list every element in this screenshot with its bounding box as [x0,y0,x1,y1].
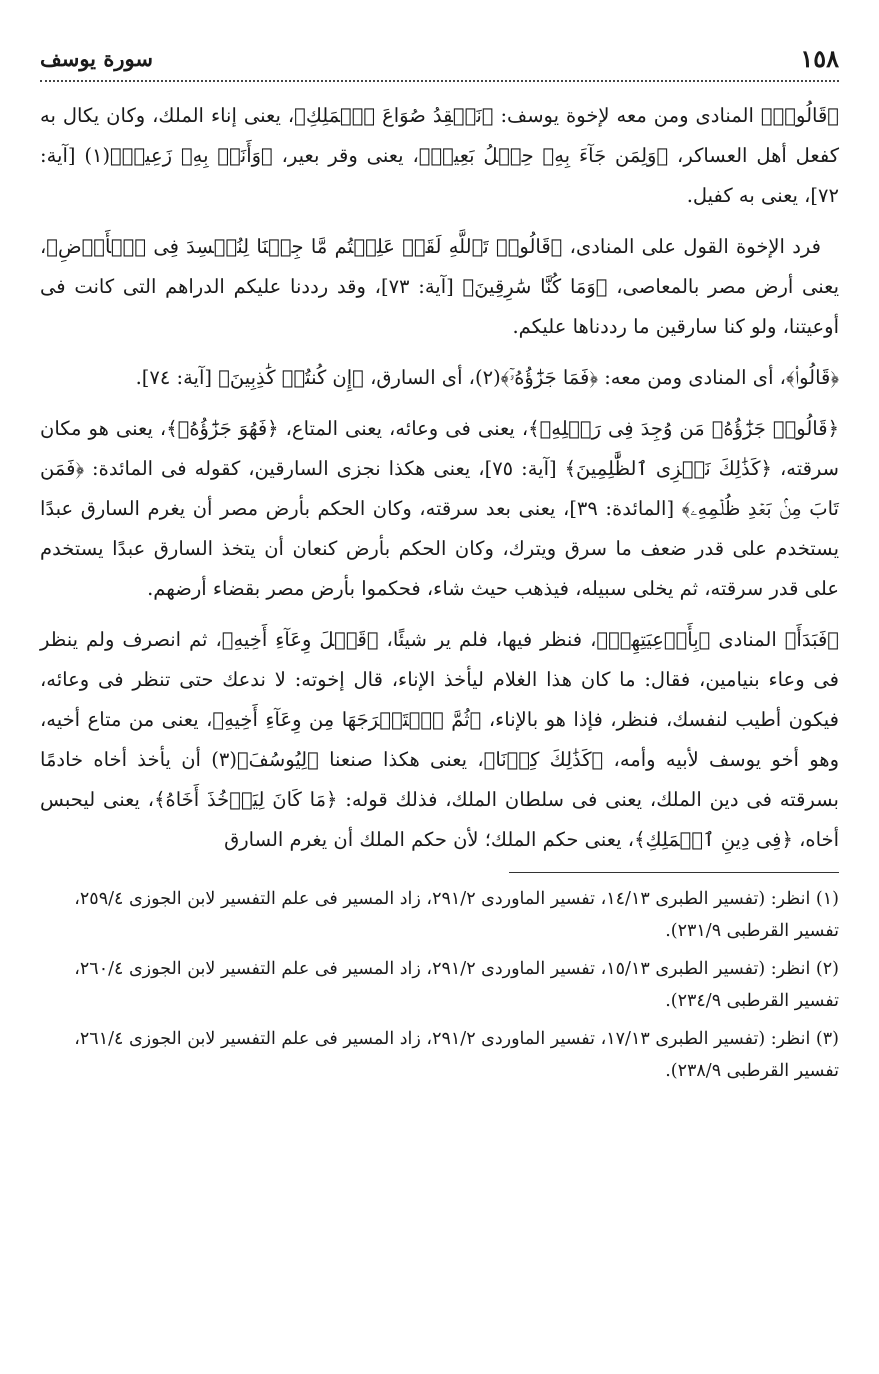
main-text [40,96,839,860]
paragraph: ﴿قَالُوا۟﴾، أى المنادى ومن معه: ﴿فَمَا جَزَٰٓؤُهُۥٓ﴾(٢)، أى السارق، ﴿إِن كُنتُمۡ كَٰذِبِينَ﴾ [آية: ٧٤]. [135,366,839,389]
paragraph: ﴿فَبَدَأَ﴾ المنادى ﴿بِأَوۡعِيَتِهِمۡ﴾، فنظر فيها، فلم ير شيئًا، ﴿قَبۡلَ وِعَآءِ أَخِيهِ﴾، ثم انصرف ولم ينظر فى وعاء بنيامين، فقال: ما كان هذا الغلام ليأخذ الإناء، قال إخوته: لا ندعك حتى تنظر فى وعائه، فيكون أطيب لنفسك، فنظر، فإذا هو بالإناء، ﴿ثُمَّ ٱسۡتَخۡرَجَهَا مِن وِعَآءِ أَخِيهِ﴾، يعنى من متاع أخيه، وهو أخو يوسف لأبيه وأمه، ﴿كَذَٰلِكَ كِدۡنَا﴾، يعنى هكذا صنعنا ﴿لِيُوسُفَ﴾(٣) أن يأخذ أخاه خادمًا بسرقته فى دين الملك، يعنى فى سلطان الملك، فذلك قوله: ﴿مَا كَانَ لِيَأۡخُذَ أَخَاهُ﴾، يعنى ليحبس أخاه، ﴿فِى دِينِ ٱلۡمَلِكِ﴾، يعنى حكم الملك؛ لأن حكم الملك أن يغرم السارق [40,628,839,851]
page-header [40,36,839,82]
paragraph: ﴿قَالُوا۟﴾ المنادى ومن معه لإخوة يوسف: ﴿نَفۡقِدُ صُوَاعَ ٱلۡمَلِكِ﴾، يعنى إناء الملك، وكان يكال به كفعل أهل العساكر، ﴿وَلِمَن جَآءَ بِهِۦ حِمۡلُ بَعِيرٖ﴾، يعنى وقر بعير، ﴿وَأَنَا۠ بِهِۦ زَعِيمٞ﴾(١) [آية: ٧٢]، يعنى به كفيل. [40,104,839,207]
footnote: (٣) انظر: (تفسير الطبرى ١٧/١٣، تفسير الماوردى ٢٩١/٢، زاد المسير فى علم التفسير لابن الجوزى ٢٦١/٤، تفسير القرطبى ٢٣٨/٩). [74,1029,839,1081]
surah-title: سورة يوسف [40,45,153,71]
footnote: (٢) انظر: (تفسير الطبرى ١٥/١٣، تفسير الماوردى ٢٩١/٢، زاد المسير فى علم التفسير لابن الجوزى ٢٦٠/٤، تفسير القرطبى ٢٣٤/٩). [74,959,839,1011]
footnote: (١) انظر: (تفسير الطبرى ١٤/١٣، تفسير الماوردى ٢٩١/٢، زاد المسير فى علم التفسير لابن الجوزى ٢٥٩/٤، تفسير القرطبى ٢٣١/٩). [74,889,839,941]
paragraph: فرد الإخوة القول على المنادى، ﴿قَالُوا۟ تَٱللَّهِ لَقَدۡ عَلِمۡتُم مَّا جِئۡنَا لِنُفۡسِدَ فِى ٱلۡأَرۡضِ﴾، يعنى أرض مصر بالمعاصى، ﴿وَمَا كُنَّا سَٰرِقِينَ﴾ [آية: ٧٣]، وقد رددنا عليكم الدراهم التى كانت فى أوعيتنا، ولو كنا سارقين ما رددناها عليكم. [40,235,840,338]
footnote-divider [509,872,839,873]
page-number: ١٥٨ [800,43,839,73]
footnotes [40,883,839,1087]
paragraph: ﴿قَالُوا۟ جَزَٰٓؤُهُۥ مَن وُجِدَ فِى رَحۡلِهِۦ﴾، يعنى فى وعائه، يعنى المتاع، ﴿فَهُوَ جَزَٰٓؤُهُۥ﴾، يعنى هو مكان سرقته، ﴿كَذَٰلِكَ نَجۡزِى ٱلظَّٰلِمِينَ﴾ [آية: ٧٥]، يعنى هكذا نجزى السارقين، كقوله فى المائدة: ﴿فَمَن تَابَ مِنۢ بَعۡدِ ظُلۡمِهِۦ﴾ [المائدة: ٣٩]، يعنى بعد سرقته، وكان الحكم بأرض مصر أن يغرم السارق عبدًا يستخدم على قدر ضعف ما سرق ويترك، وكان الحكم بأرض كنعان أن يتخذ السارق عبدًا يستخدم على قدر سرقته، ثم يخلى سبيله، فيذهب حيث شاء، فحكموا بأرض مصر بقضاء أرضهم. [40,417,839,600]
